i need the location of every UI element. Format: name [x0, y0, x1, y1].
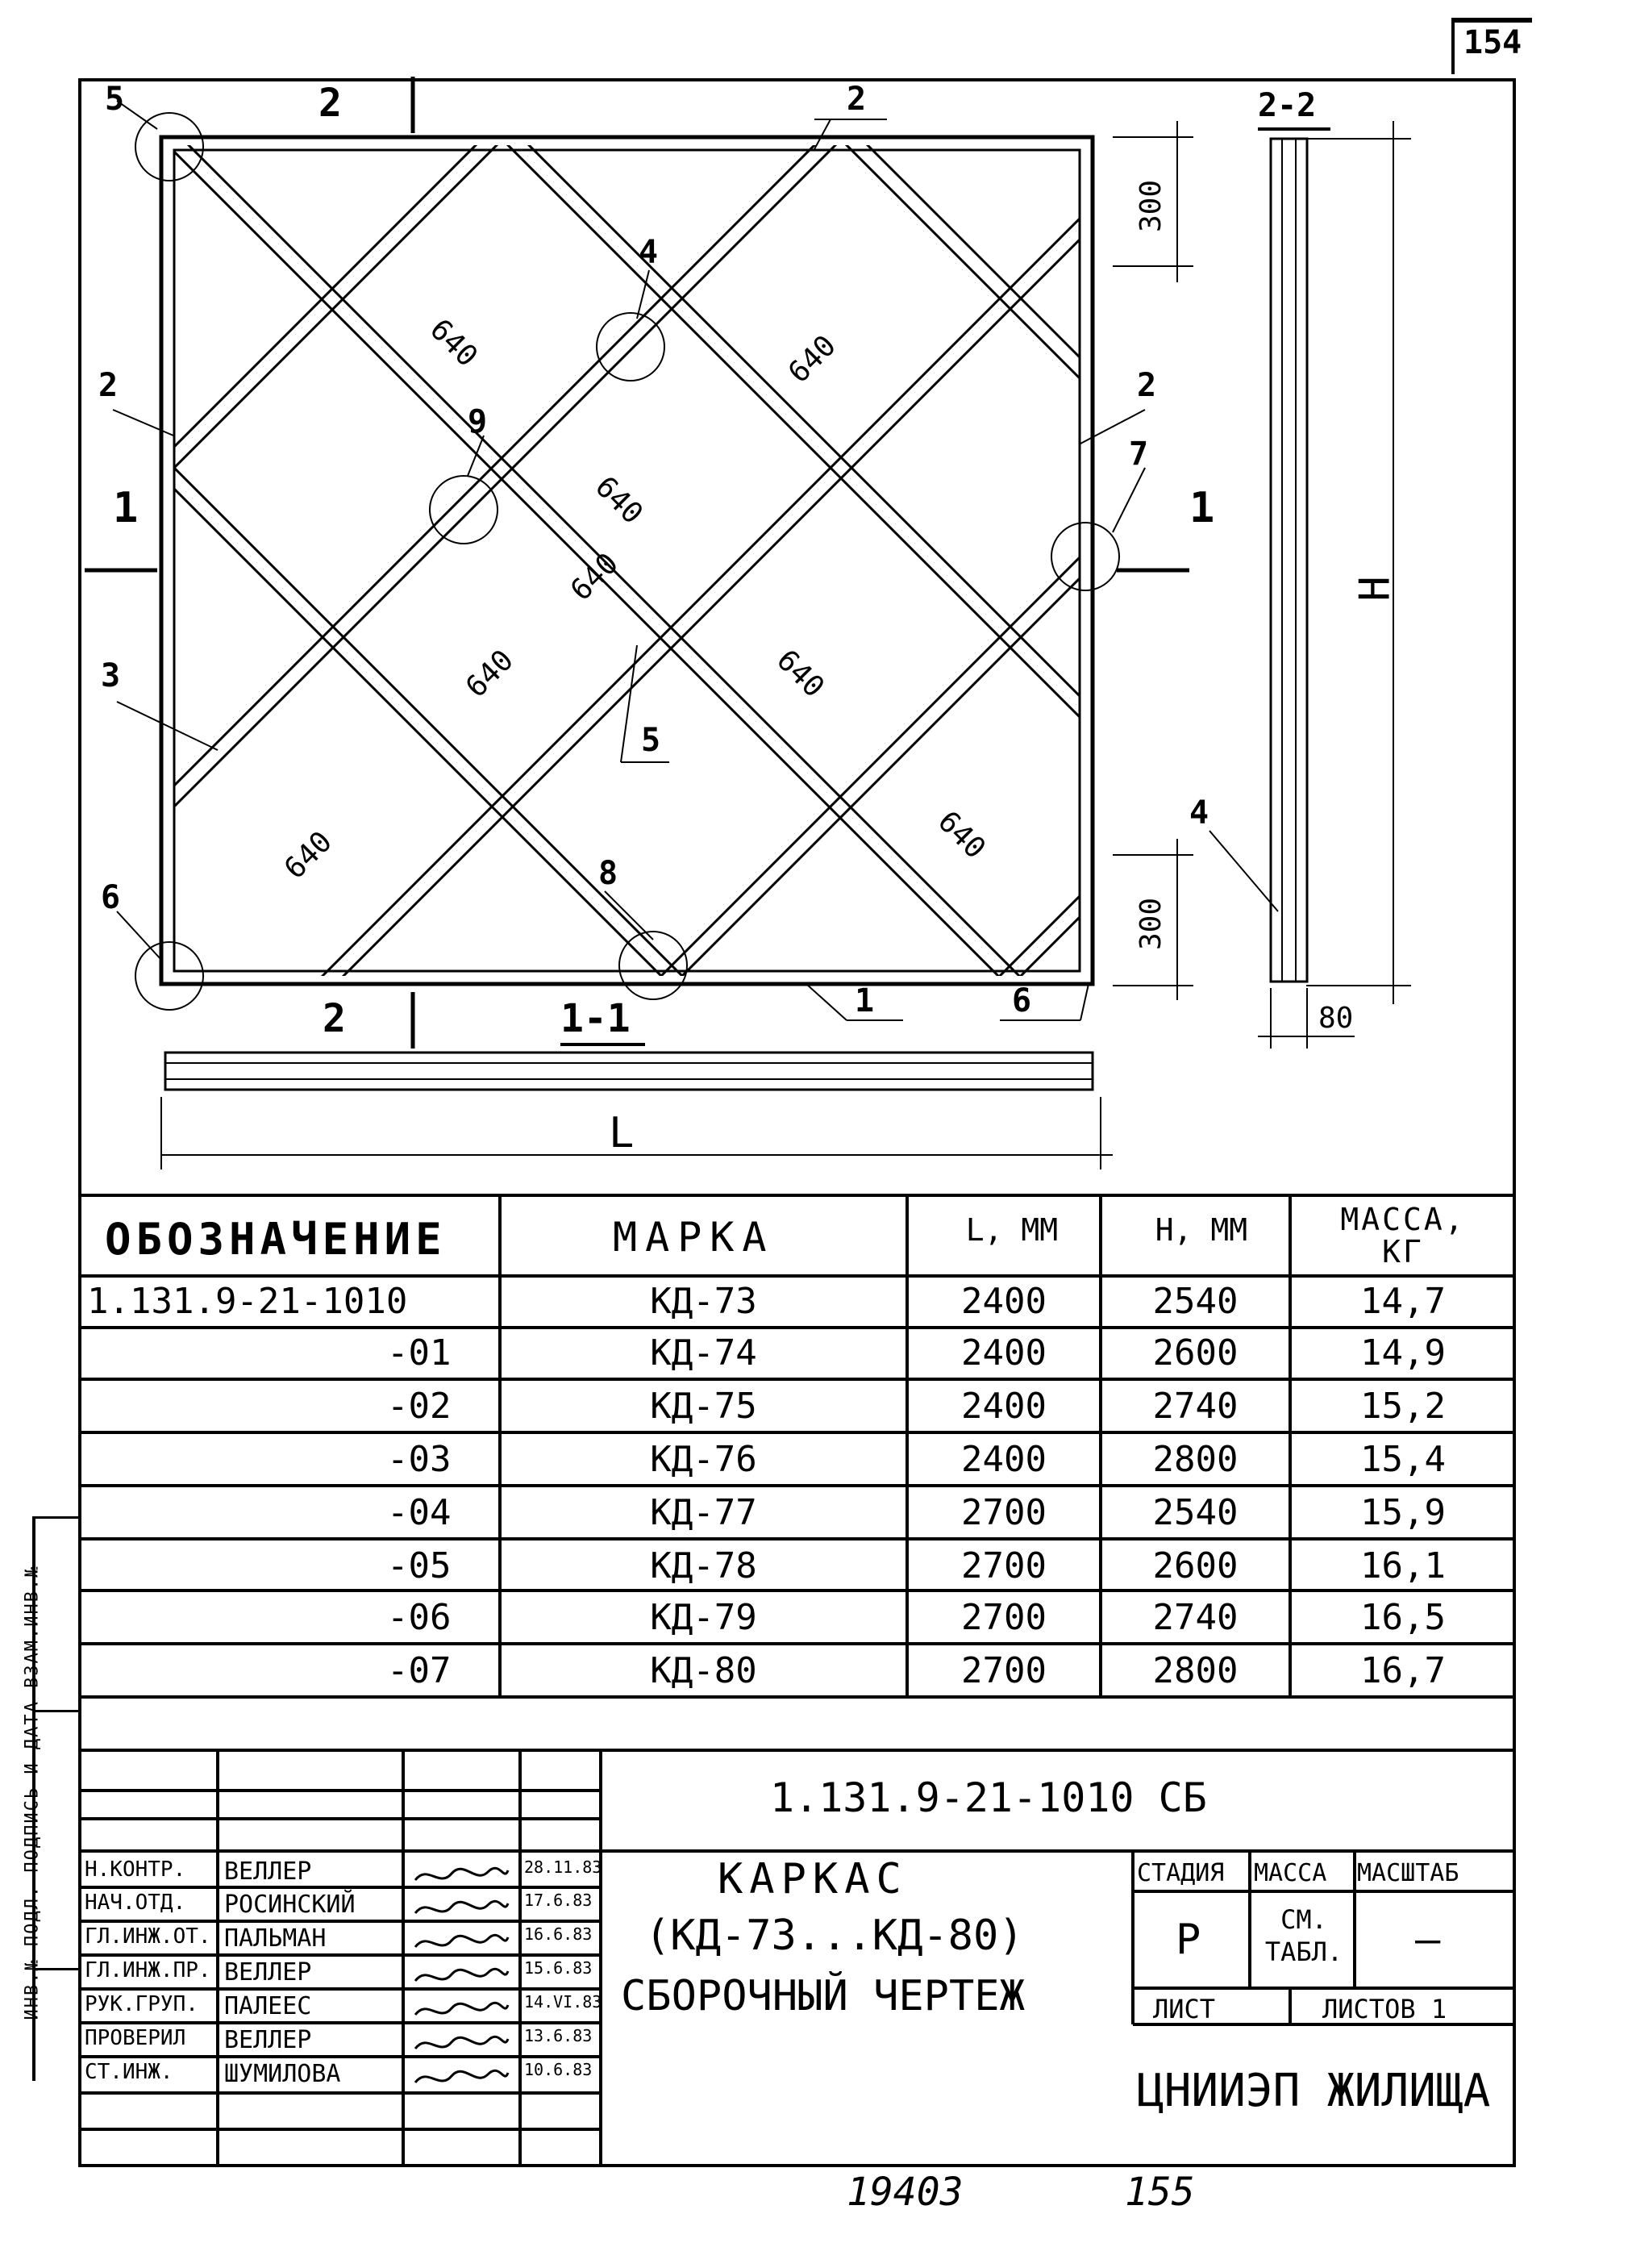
- table-cell: 15,4: [1360, 1439, 1446, 1480]
- signature-date: 10.6.83: [524, 2060, 593, 2079]
- diag-dim: 640: [589, 470, 650, 531]
- top-dim-300: 300: [1134, 179, 1168, 233]
- scale-value: —: [1415, 1916, 1441, 1964]
- height-label: H: [1351, 576, 1400, 602]
- margin-stamp: ИНВ.№ ПОДЛ. ПОДПИСЬ И ДАТА ВЗАМ.ИНВ.№: [22, 1565, 43, 2020]
- signature-date: 28.11.83: [524, 1857, 602, 1877]
- lattice-bar: [1150, 137, 1632, 1186]
- section-1-marker: 1: [113, 484, 139, 532]
- table-cell: 1.131.9-21-1010: [87, 1281, 408, 1322]
- table-cell: 16,7: [1360, 1650, 1446, 1691]
- detail-circle-7: [1051, 523, 1119, 590]
- signature-date: 13.6.83: [524, 2026, 593, 2045]
- title-block: [81, 1710, 1516, 2166]
- table-cell: 2740: [1152, 1597, 1239, 1638]
- table-cell: КД-77: [650, 1492, 757, 1533]
- callout-5-center: 5: [641, 722, 661, 759]
- table-header-h: H, ММ: [1155, 1212, 1248, 1248]
- table-cell: 2540: [1152, 1492, 1239, 1533]
- table-cell: 15,2: [1360, 1386, 1446, 1427]
- table-cell: 2400: [961, 1332, 1047, 1374]
- signature-date: 17.6.83: [524, 1891, 593, 1910]
- mass-value: СМ. ТАБЛ.: [1264, 1904, 1343, 1967]
- table-cell: 14,9: [1360, 1332, 1446, 1374]
- title-line-3: СБОРОЧНЫЙ ЧЕРТЕЖ: [621, 1972, 1025, 2020]
- table-cell: 2600: [1152, 1545, 1239, 1586]
- handwritten-signature: [411, 2032, 512, 2060]
- callout-6-bottom: 6: [1012, 982, 1032, 1019]
- table-cell: 2400: [961, 1439, 1047, 1480]
- signature-role: РУК.ГРУП.: [85, 1992, 198, 2016]
- table-header-mark: МАРКА: [613, 1214, 775, 1261]
- table-cell: 2700: [961, 1597, 1047, 1638]
- lattice-bar: [860, 137, 1632, 1024]
- title-line-1: КАРКАС: [718, 1855, 908, 1903]
- handwritten-signature: [411, 1999, 512, 2026]
- table-cell: 2400: [961, 1386, 1047, 1427]
- footer-archive-number: 19403: [847, 2170, 964, 2215]
- table-cell: КД-79: [650, 1597, 757, 1638]
- table-cell: КД-74: [650, 1332, 757, 1374]
- section-1-1-bar: [165, 1053, 1093, 1090]
- length-label: L: [609, 1109, 635, 1157]
- table-cell: 2400: [961, 1281, 1047, 1322]
- lattice-bar: [1198, 137, 1632, 1024]
- table-cell: 2800: [1152, 1650, 1239, 1691]
- callout-9: 9: [468, 403, 488, 440]
- sheets-label: ЛИСТОВ 1: [1322, 1994, 1447, 2024]
- lattice-bar: [113, 137, 1161, 1186]
- detail-circle-8: [619, 932, 687, 999]
- table-cell: -01: [387, 1332, 452, 1374]
- table-cell: 2700: [961, 1492, 1047, 1533]
- detail-circle-5: [135, 113, 203, 181]
- diag-dim: 640: [770, 644, 831, 704]
- table-cell: 2600: [1152, 1332, 1239, 1374]
- page-number: 154: [1463, 24, 1522, 61]
- section-2-2-bar: [1271, 139, 1307, 982]
- footer-page-number: 155: [1125, 2170, 1195, 2215]
- table-cell: 2540: [1152, 1281, 1239, 1322]
- scale-header: МАСШТАБ: [1357, 1859, 1459, 1887]
- table-cell: 2700: [961, 1650, 1047, 1691]
- callout-8: 8: [598, 855, 618, 892]
- organization: ЦНИИЭП ЖИЛИЩА: [1137, 2065, 1491, 2117]
- table-cell: КД-73: [650, 1281, 757, 1322]
- bottom-dim-300: 300: [1134, 897, 1168, 951]
- table-cell: КД-76: [650, 1439, 757, 1480]
- callout-4: 4: [639, 234, 659, 271]
- detail-circle-9: [430, 476, 498, 544]
- stage-header: СТАДИЯ: [1137, 1859, 1225, 1887]
- table-cell: 2740: [1152, 1386, 1239, 1427]
- table-header-designation: ОБОЗНАЧЕНИЕ: [105, 1214, 447, 1265]
- doc-code: 1.131.9-21-1010 СБ: [770, 1774, 1207, 1821]
- lattice-bar: [790, 137, 1632, 1186]
- diag-dim: 640: [931, 805, 993, 865]
- callout-2: 2: [98, 367, 119, 404]
- handwritten-signature: [411, 2066, 512, 2094]
- callout-1: 1: [855, 982, 875, 1019]
- callout-4-side: 4: [1189, 794, 1209, 832]
- detail-circle-6: [135, 942, 203, 1010]
- handwritten-signature: [411, 1897, 512, 1924]
- callout-3: 3: [101, 657, 121, 694]
- signature-name: РОСИНСКИЙ: [224, 1891, 356, 1919]
- stage-value: Р: [1176, 1916, 1201, 1964]
- table-header-l: L, ММ: [965, 1212, 1059, 1248]
- table-cell: -04: [387, 1492, 452, 1533]
- diag-dim: 640: [423, 313, 485, 373]
- detail-circle-4: [597, 313, 664, 381]
- callout-7: 7: [1129, 436, 1149, 473]
- section-1-1-label: 1-1: [560, 996, 631, 1041]
- table-cell: 16,5: [1360, 1597, 1446, 1638]
- section-1-marker: 1: [1189, 484, 1215, 532]
- handwritten-signature: [411, 1931, 512, 1958]
- diag-dim: 640: [460, 644, 521, 704]
- signature-date: 14.VI.83: [524, 1992, 602, 2012]
- callout-6: 6: [101, 879, 121, 916]
- mass-header: МАССА: [1254, 1859, 1327, 1887]
- signature-role: ГЛ.ИНЖ.ОТ.: [85, 1924, 211, 1949]
- table-cell: -07: [387, 1650, 452, 1691]
- table-cell: 14,7: [1360, 1281, 1446, 1322]
- handwritten-signature: [411, 1965, 512, 1992]
- signature-role: ГЛ.ИНЖ.ПР.: [85, 1958, 211, 1982]
- handwritten-signature: [411, 1864, 512, 1891]
- signature-role: Н.КОНТР.: [85, 1857, 186, 1882]
- lattice-bar: [839, 137, 1632, 1024]
- lattice-bar: [181, 137, 1068, 1024]
- callout-2: 2: [847, 81, 867, 118]
- table-cell: 2700: [961, 1545, 1047, 1586]
- signature-name: ВЕЛЛЕР: [224, 1958, 312, 1987]
- signature-name: ВЕЛЛЕР: [224, 2026, 312, 2054]
- lattice-bar: [811, 137, 1632, 1186]
- lattice-bar: [1129, 137, 1632, 1186]
- table-cell: -05: [387, 1545, 452, 1586]
- signature-name: ШУМИЛОВА: [224, 2060, 341, 2088]
- diag-dim: 640: [782, 329, 843, 390]
- lattice-bar: [500, 137, 1387, 1024]
- table-cell: 2800: [1152, 1439, 1239, 1480]
- table-cell: 15,9: [1360, 1492, 1446, 1533]
- depth-dim: 80: [1318, 1002, 1354, 1035]
- signature-name: ВЕЛЛЕР: [224, 1857, 312, 1886]
- lattice-bar: [1537, 137, 1632, 1024]
- spec-table: [81, 1194, 1516, 1710]
- section-2-marker: 2: [323, 996, 346, 1041]
- signature-role: СТ.ИНЖ.: [85, 2060, 173, 2084]
- signature-role: НАЧ.ОТД.: [85, 1891, 186, 1915]
- lattice-bar: [1516, 137, 1632, 1024]
- signature-date: 15.6.83: [524, 1958, 593, 1978]
- signature-role: ПРОВЕРИЛ: [85, 2026, 186, 2050]
- signature-name: ПАЛЕЕС: [224, 1992, 312, 2020]
- table-cell: КД-78: [650, 1545, 757, 1586]
- section-2-marker: 2: [318, 81, 342, 126]
- signature-name: ПАЛЬМАН: [224, 1924, 327, 1953]
- lattice-bar: [1177, 137, 1632, 1024]
- table-header-mass: МАССА, КГ: [1340, 1202, 1466, 1269]
- table-cell: КД-80: [650, 1650, 757, 1691]
- callout-5: 5: [105, 81, 125, 118]
- table-cell: 16,1: [1360, 1545, 1446, 1586]
- table-cell: -06: [387, 1597, 452, 1638]
- table-cell: -03: [387, 1439, 452, 1480]
- diag-dim: 640: [564, 547, 626, 607]
- lattice-bar: [0, 137, 843, 1186]
- table-cell: -02: [387, 1386, 452, 1427]
- callout-2: 2: [1137, 367, 1157, 404]
- signature-date: 16.6.83: [524, 1924, 593, 1944]
- lattice-bar: [0, 137, 505, 1186]
- diag-dim: 640: [278, 825, 339, 886]
- title-line-2: (КД-73...КД-80): [645, 1912, 1024, 1960]
- section-2-2-label: 2-2: [1258, 87, 1317, 124]
- sheet-label: ЛИСТ: [1153, 1994, 1216, 2024]
- table-cell: КД-75: [650, 1386, 757, 1427]
